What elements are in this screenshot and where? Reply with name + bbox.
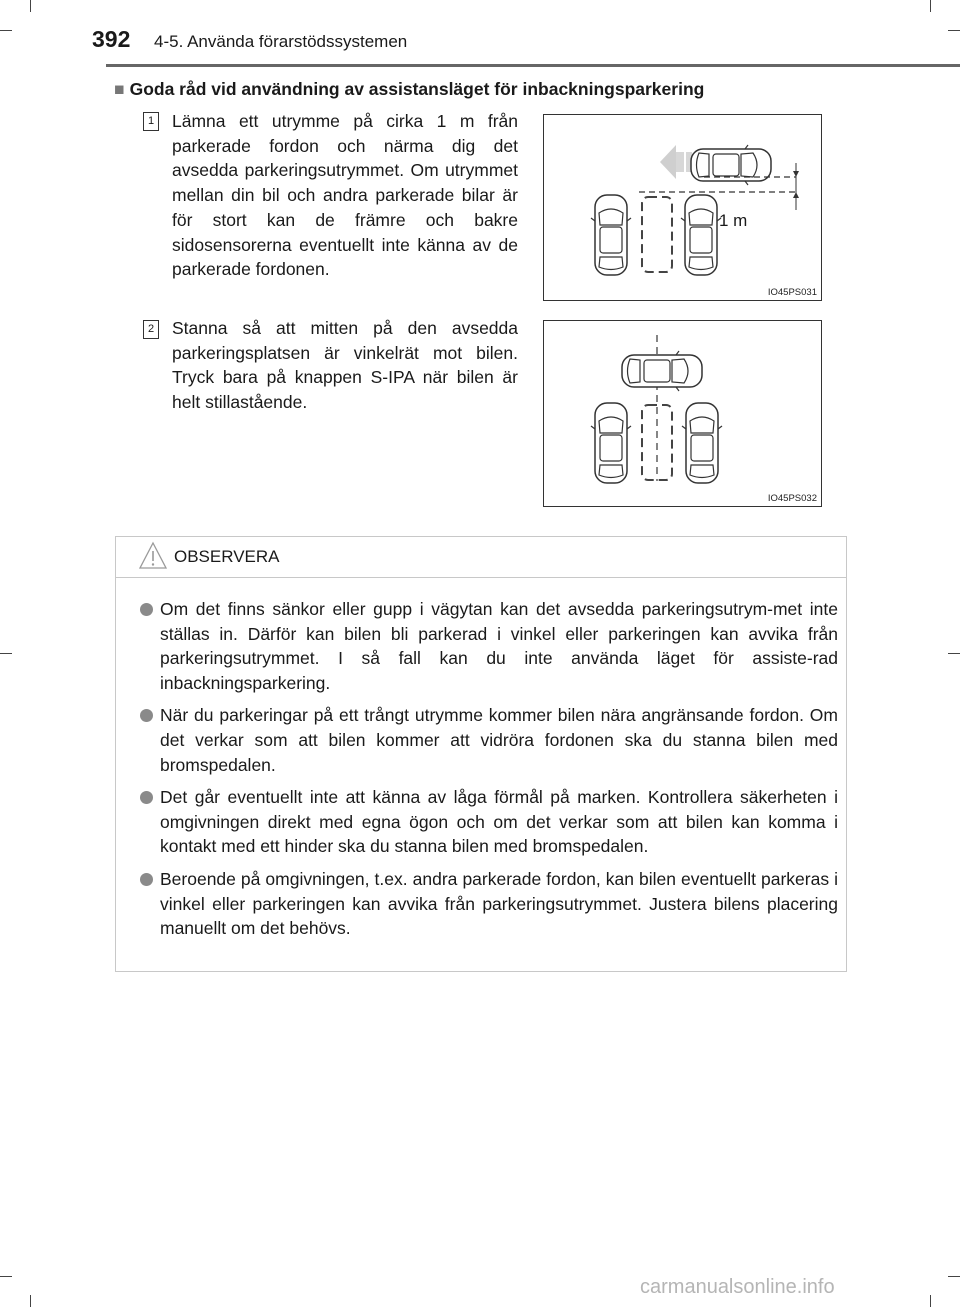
crop-mark	[948, 30, 960, 31]
parked-car-icon	[591, 403, 631, 483]
list-item: När du parkeringar på ett trångt utrymme kommer bilen nära angränsande fordon. Om det verkar som att bilen kommer att vidröra fordonen ska du stanna bilen med bromspedalen.	[140, 703, 838, 777]
warning-triangle-icon	[138, 541, 168, 571]
crop-mark	[0, 30, 12, 31]
own-car-icon	[691, 145, 771, 185]
crop-mark	[930, 0, 931, 12]
figure-step-2	[543, 320, 822, 507]
parked-car-icon	[591, 195, 631, 275]
figure-step-1	[543, 114, 822, 301]
bullet-icon	[140, 603, 153, 616]
figure-code: IO45PS032	[767, 493, 817, 504]
own-car-icon	[622, 351, 702, 391]
list-item: Om det finns sänkor eller gupp i vägytan kan det avsedda parkeringsutrym-met inte ställas in. Därför kan bilen bli parkerad i vinkel eller parkeringen kan avvika från parkeringsutrymmet. I så fall kan du inte använda läget för assiste-rad inbackningsparkering.	[140, 597, 838, 695]
bullet-icon	[140, 791, 153, 804]
caution-title: OBSERVERA	[174, 547, 280, 566]
caution-box	[115, 536, 847, 972]
square-bullet-icon: ■	[114, 79, 125, 99]
parking-distance-illustration	[544, 115, 821, 300]
step-number-badge: 2	[143, 320, 159, 339]
step-number-badge: 1	[143, 112, 159, 131]
chapter-title: 4-5. Använda förarstödssystemen	[154, 32, 408, 51]
list-item: Beroende på omgivningen, t.ex. andra parkerade fordon, kan bilen eventuellt parkeras i vinkel eller parkeringen kan avvika från parkeringsutrymmet. Justera bilens placering manuellt om det behövs.	[140, 867, 838, 941]
crop-mark	[0, 1276, 12, 1277]
page-number: 392	[92, 26, 131, 52]
distance-label: 1 m	[719, 211, 748, 230]
crop-mark	[30, 0, 31, 12]
parked-car-icon	[682, 403, 722, 483]
crop-mark	[948, 653, 960, 654]
caution-header	[116, 537, 846, 578]
crop-mark	[948, 1276, 960, 1277]
figure-code: IO45PS031	[767, 287, 817, 298]
crop-mark	[0, 653, 12, 654]
caution-list	[140, 597, 838, 949]
header-divider	[106, 64, 960, 67]
crop-mark	[930, 1295, 931, 1307]
step-text: Lämna ett utrymme på cirka 1 m från parkerade fordon och närma dig det avsedda parkeringsutrymmet. Om utrymmet mellan din bil och andra parkerade bilar är för stort kan de främre och bakre sidosensorerna eventuellt inte känna av de parkerade fordonen.	[172, 111, 518, 280]
section-heading-text: Goda råd vid användning av assistansläget för inbackningsparkering	[129, 79, 705, 99]
section-heading	[114, 79, 704, 100]
parking-position-illustration	[544, 321, 821, 506]
list-item: Det går eventuellt inte att känna av låga förmål på marken. Kontrollera säkerheten i omgivningen direkt med egna ögon och om det verkar som att bilen kan komma i kontakt med ett hinder ska du stanna bilen med bromspedalen.	[140, 785, 838, 859]
bullet-icon	[140, 873, 153, 886]
step-text: Stanna så att mitten på den avsedda parkeringsplatsen är vinkelrät mot bilen. Tryck bara på knappen S-IPA när bilen är helt stillastående.	[172, 318, 518, 413]
parked-car-icon	[681, 195, 721, 275]
crop-mark	[30, 1295, 31, 1307]
watermark: carmanualsonline.info	[640, 1276, 835, 1298]
bullet-icon	[140, 709, 153, 722]
